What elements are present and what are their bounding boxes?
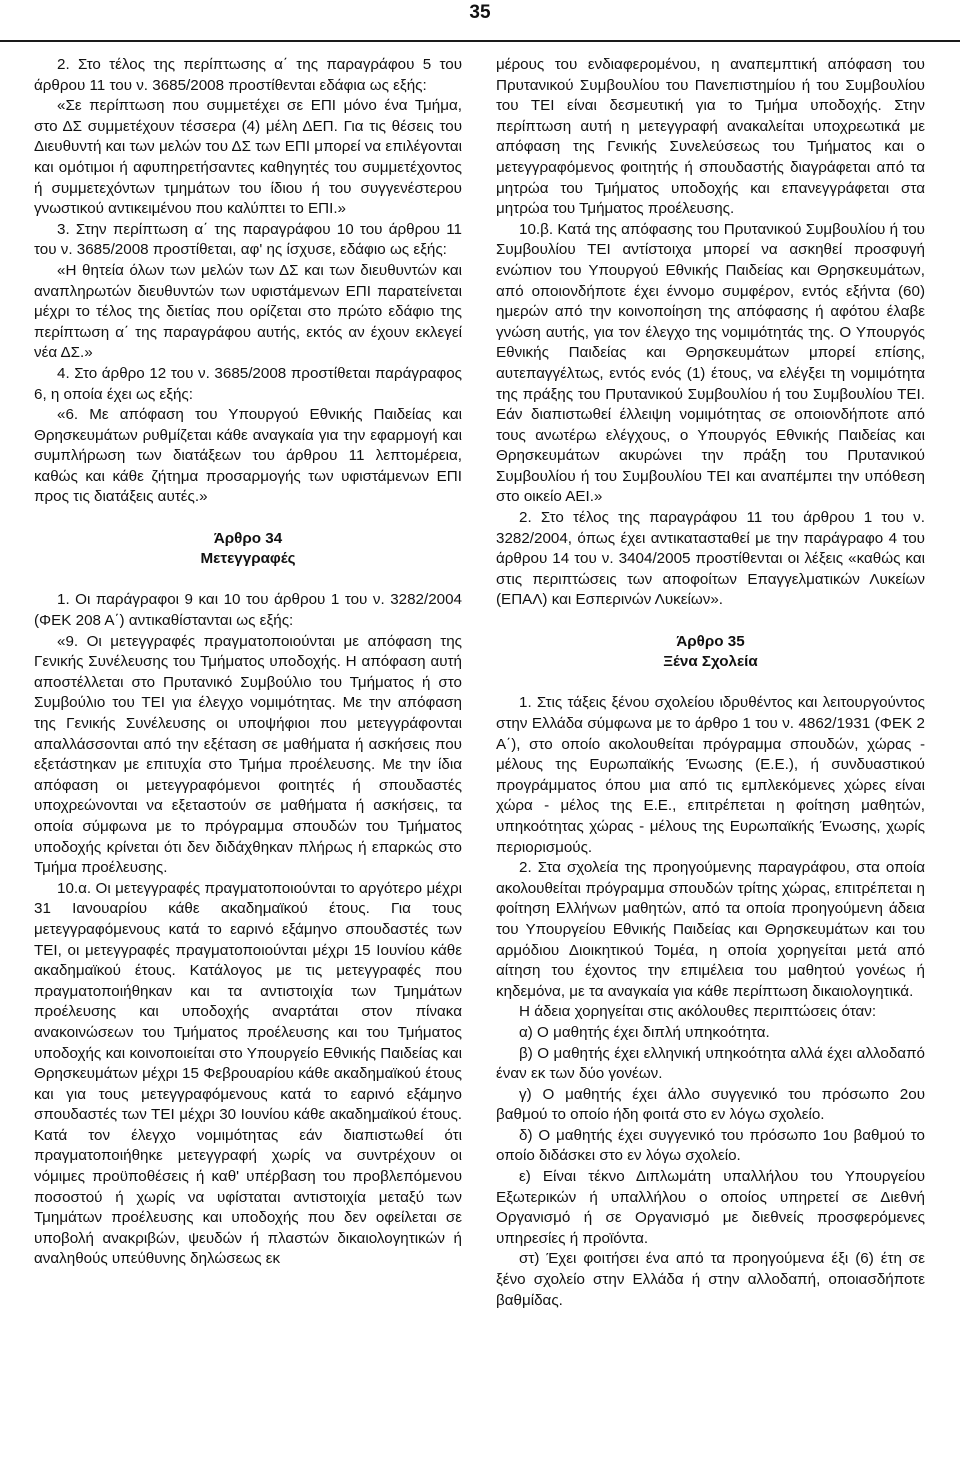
article-34-subtitle: Μετεγγραφές [200, 550, 296, 568]
paragraph: 1. Οι παράγραφοι 9 και 10 του άρθρου 1 του ν. 3282/2004 (ΦΕΚ 208 Α΄) αντικαθίστανται ως εξής: [34, 591, 462, 630]
article-34-title: Άρθρο 34 [213, 529, 283, 547]
paragraph: β) Ο μαθητής έχει ελληνική υπηκοότητα αλλά έχει αλλοδαπό έναν εκ των δύο γονέων. [496, 1044, 925, 1083]
header-rule [0, 40, 960, 42]
spacer [34, 508, 462, 529]
paragraph: ε) Είναι τέκνο Διπλωμάτη υπαλλήλου του Υπουργείου Εξωτερικών ή υπαλλήλου ο οποίος υπηρετεί σε Διεθνή Οργανισμό ή σε Οργανισμό με διεθνείς προσφερόμενες υπηρεσίες ή προϊόντα. [496, 1168, 925, 1247]
page-number: 35 [469, 2, 491, 23]
paragraph: «6. Με απόφαση του Υπουργού Εθνικής Παιδείας και Θρησκευμάτων ρυθμίζεται κάθε αναγκαία για την εφαρμογή και συμπλήρωση των διατάξεων του άρθρου 11 λεπτομέρεια, καθώς και κάθε ζήτημα προσαρμογής των υφιστάμενων ΕΠΙ προς τις διατάξεις αυτές.» [34, 406, 462, 506]
paragraph: 10.β. Κατά της απόφασης του Πρυτανικού Συμβουλίου ή του Συμβουλίου ΤΕΙ αντίστοιχα μπορεί να ασκηθεί προσφυγή ενώπιον του Υπουργού Εθνικής Παιδείας και Θρησκευμάτων, από οποιονδήποτε έχει έννομο συμφέρον, εντός εξήντα (60) ημερών από την κοινοποίηση της απόφασης ή αφότου έλαβε γνώση αυτής, για τον έλεγχο της νομιμότητάς της. Ο Υπουργός Εθνικής Παιδείας και Θρησκευμάτων μπορεί επίσης, αυτεπαγγέλτως, εντός ενός (1) έτους, να ελέγξει τη νομιμότητα της πράξης του Πρυτανικού Συμβουλίου ή του Συμβουλίου ΤΕΙ. Εάν διαπιστωθεί έλλειψη νομιμότητας σε οποιονδήποτε από τους ανωτέρω ελέγχους, ο Υπουργός Εθνικής Παιδείας και Θρησκευμάτων ακυρώνει την πράξη του Πρυτανικού Συμβουλίου ή του Συμβουλίου ΤΕΙ και αναπέμπει την υπόθεση στο οικείο ΑΕΙ.» [496, 220, 925, 506]
paragraph: γ) Ο μαθητής έχει άλλο συγγενικό του πρόσωπο 2ου βαθμού το οποίο ήδη φοιτά στο εν λόγω σχολείο. [496, 1085, 925, 1124]
paragraph: δ) Ο μαθητής έχει συγγενικό του πρόσωπο 1ου βαθμού το οποίο διδάσκει στο εν λόγω σχολείο. [496, 1126, 925, 1165]
paragraph: 1. Στις τάξεις ξένου σχολείου ιδρυθέντος και λειτουργούντος στην Ελλάδα σύμφωνα με το άρθρο 1 του ν. 4862/1931 (ΦΕΚ 2 Α΄), στο οποίο ακολουθείται πρόγραμμα σπουδών, χώρας - μέλους της Ευρωπαϊκής Ένωσης (Ε.Ε.), ή συνδυαστικού προγράμματος όπου μια από τις εμπλεκόμενες χώρες είναι χώρα - μέλος της Ε.Ε., επιτρέπεται η φοίτηση μαθητών, υπηκοότητας χώρας - μέλους της Ευρωπαϊκής Ένωσης, χωρίς περιορισμούς. [496, 694, 925, 856]
paragraph: στ) Έχει φοιτήσει ένα από τα προηγούμενα έξι (6) έτη σε ξένο σχολείο στην Ελλάδα ή στην αλλοδαπή, οποιασδήποτε βαθμίδας. [496, 1250, 925, 1309]
paragraph: 3. Στην περίπτωση α΄ της παραγράφου 10 του άρθρου 11 του ν. 3685/2008 προστίθεται, αφ' ης ίσχυσε, εδάφιο ως εξής: [34, 220, 462, 259]
left-column [34, 55, 462, 1475]
paragraph: 2. Στο τέλος της παραγράφου 11 του άρθρου 1 του ν. 3282/2004, όπως έχει αντικατασταθεί με την παράγραφο 4 του άρθρου 14 του ν. 3404/2005 προστίθενται οι λέξεις «καθώς και στις περιπτώσεις των αποφοίτων Επαγγελματικών Λυκείων (ΕΠΑΛ) και Εσπερινών Λυκείων». [496, 509, 925, 609]
paragraph: 2. Στο τέλος της περίπτωσης α΄ της παραγράφου 5 του άρθρου 11 του ν. 3685/2008 προστίθενται εδάφια ως εξής: [34, 56, 462, 94]
spacer [34, 570, 462, 591]
article-35-title: Άρθρο 35 [676, 632, 745, 650]
paragraph: μέρους του ενδιαφερομένου, η αναπεμπτική απόφαση του Πρυτανικού Συμβουλίου του Πανεπιστημίου ή του Συμβουλίου του ΤΕΙ είναι δεσμευτική για το Τμήμα υποδοχής. Στην περίπτωση αυτή η μετεγγραφή ανακαλείται υποχρεωτικά με απόφαση της Γενικής Συνελεύσεως του Τμήματος και ο μετεγγραφόμενος φοιτητής ή σπουδαστής διαγράφεται από τα μητρώα του Τμήματος υποδοχής και επανεγγράφεται στα μητρώα του Τμήματος προέλευσης. [496, 56, 925, 218]
paragraph: «9. Οι μετεγγραφές πραγματοποιούνται με απόφαση της Γενικής Συνέλευσης του Τμήματος υποδοχής. Η απόφαση αυτή αποστέλλεται στο Πρυτανικό Συμβούλιο του Τμήματος ή στο Συμβούλιο του ΤΕΙ για έλεγχο νομιμότητας. Με την απόφαση της Γενικής Συνέλευσης οι υποψήφιοι που μετεγγράφονται απαλλάσσονται από την εξέταση σε μαθήματα ή ασκήσεις που εξετάστηκαν με επιτυχία στο Τμήμα προέλευσης. Με την ίδια απόφαση οι μετεγγραφόμενοι φοιτητές ή σπουδαστές υποχρεώνονται να εξεταστούν σε μαθήματα ή ασκήσεις, τα οποία σύμφωνα με το πρόγραμμα σπουδών του Τμήματος υποδοχής κρίνεται ότι δεν διδάχθηκαν πλήρως ή επαρκώς στο Τμήμα προέλευσης. [34, 632, 462, 877]
paragraph: 4. Στο άρθρο 12 του ν. 3685/2008 προστίθεται παράγραφος 6, η οποία έχει ως εξής: [34, 364, 462, 403]
paragraph: α) Ο μαθητής έχει διπλή υπηκοότητα. [519, 1023, 770, 1041]
paragraph: 10.α. Οι μετεγγραφές πραγματοποιούνται το αργότερο μέχρι 31 Ιανουαρίου κάθε ακαδημαϊκού έτους. Για τους μετεγγραφόμενους κατά το εαρινό εξάμηνο σπουδαστές των ΤΕΙ, οι μετεγγραφές πραγματοποιούνται μέχρι 15 Ιουνίου κάθε ακαδημαϊκού έτους. Κατάλογος με τις μετεγγραφές που πραγματοποιήθηκαν και τα αντιστοιχία των Τμημάτων προέλευσης και υποδοχής αναρτάται στον πίνακα ανακοινώσεων του Τμήματος προέλευσης και του Τμήματος υποδοχής και κοινοποιείται στο Υπουργείο Εθνικής Παιδείας και Θρησκευμάτων μέχρι 15 Φεβρουαρίου κάθε ακαδημαϊκού έτους και για τους μετεγγραφόμενους κατά το εαρινό εξάμηνο σπουδαστές των ΤΕΙ μέχρι 30 Ιουνίου κάθε ακαδημαϊκού έτους. Κατά τον έλεγχο νομιμότητας εάν διαπιστωθεί ότι πραγματοποιήθηκε μετεγγραφή χωρίς να συντρέχουν οι νόμιμες προϋποθέσεις ή καθ' υπέρβαση του προβλεπόμενου ποσοστού ή χωρίς να υφίσταται αντιστοιχία μεταξύ των Τμημάτων προέλευσης και υποδοχής που δεν οφείλεται σε υποβολή ανακριβών, ψευδών ή πλαστών δικαιολογητικών ή αναληθούς υπεύθυνης δηλώσεως εκ [34, 879, 462, 1268]
spacer [496, 611, 925, 632]
article-35-subtitle: Ξένα Σχολεία [663, 653, 758, 671]
paragraph: Η άδεια χορηγείται στις ακόλουθες περιπτώσεις όταν: [519, 1003, 877, 1021]
paragraph: 2. Στα σχολεία της προηγούμενης παραγράφου, στα οποία ακολουθείται πρόγραμμα σπουδών τρίτης χώρας, επιτρέπεται η φοίτηση Ελλήνων μαθητών, από τα οποία προηγούμενη άδεια του Υπουργείου Εθνικής Παιδείας και Θρησκευμάτων και του αρμόδιου Διοικητικού Τομέα, η οποία χορηγείται μετά από αίτηση του έχοντος την επιμέλεια του μαθητού γονέως ή κηδεμόνα, με τα αναγκαία για κάθε περίπτωση δικαιολογητικά. [496, 859, 925, 1000]
paragraph: «Η θητεία όλων των μελών των ΔΣ και των διευθυντών και αναπληρωτών διευθυντών των υφιστάμενων ΕΠΙ παρατείνεται μέχρι το τέλος της διετίας που ορίζεται στο πρώτο εδάφιο της περίπτωση α΄ της παραγράφου αυτής, εκτός αν έχουν εκλεγεί νέα ΔΣ.» [34, 261, 462, 362]
spacer [496, 673, 925, 694]
right-column [496, 55, 925, 1475]
paragraph: «Σε περίπτωση που συμμετέχει σε ΕΠΙ μόνο ένα Τμήμα, στο ΔΣ συμμετέχουν τέσσερα (4) μέλη ΔΕΠ. Για τις θέσεις του Διευθυντή και των μελών του ΔΣ των ΕΠΙ μπορεί να επιλέγονται και ομότιμοι ή αφυπηρετήσαντες καθηγητές του συμμετέχοντος ή συμμετεχόντων τμημάτων του ίδιου ή του συγγενέστερου γνωστικού αντικειμένου που καλύπτει το ΕΠΙ.» [34, 97, 462, 218]
